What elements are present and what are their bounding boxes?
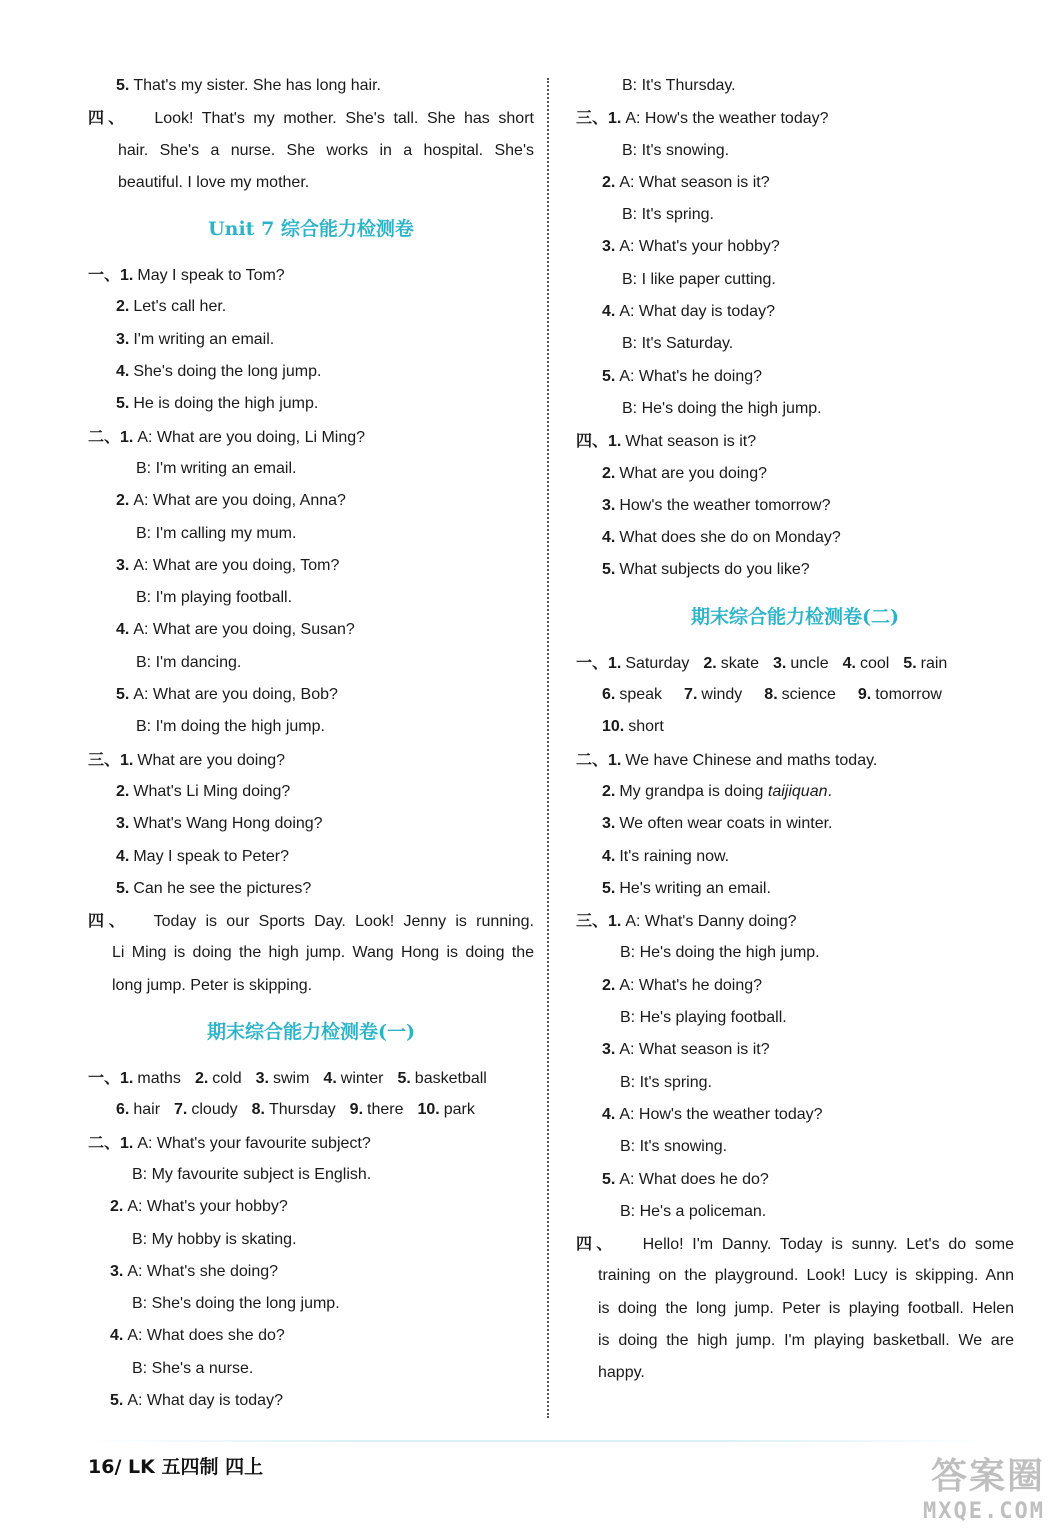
answer-line: 5. A: What day is today?: [110, 1391, 283, 1409]
answer-line: 5. He's writing an email.: [602, 879, 771, 897]
answer-line: 3. What's Wang Hong doing?: [116, 815, 323, 833]
section-title: 期末综合能力检测卷(一): [207, 1021, 415, 1044]
answer-line: 二、1. A: What's your favourite subject?: [88, 1132, 371, 1152]
answer-line: 4. It's raining now.: [602, 847, 730, 865]
watermark-url: MXQE.COM: [923, 1499, 1045, 1524]
column-divider: [547, 78, 549, 1418]
answer-line: 2. A: What's he doing?: [602, 976, 763, 994]
paragraph-line: hair. She's a nurse. She works in a hospital. She's: [118, 141, 534, 159]
answer-line: 4. What does she do on Monday?: [602, 529, 841, 547]
answer-line: 一、1. maths 2. cold 3. swim 4. winter 5. basketball: [88, 1068, 487, 1088]
paragraph-line: 四、 Look! That's my mother. She's tall. She has short: [88, 108, 534, 128]
footer-edition: 五四制: [161, 1456, 219, 1478]
answer-line: B: It's snowing.: [622, 141, 730, 159]
paragraph-line: is doing the high jump. I'm playing basketball. We are: [598, 1331, 1014, 1349]
answer-line: B: I'm dancing.: [136, 653, 242, 671]
answer-line: 5. What subjects do you like?: [602, 561, 810, 579]
answer-line: 4. A: What does she do?: [110, 1327, 285, 1345]
answer-line: 2. What's Li Ming doing?: [116, 782, 291, 800]
answer-line: 4. May I speak to Peter?: [116, 847, 289, 865]
answer-line: 5. A: What are you doing, Bob?: [116, 686, 338, 704]
answer-line: B: I like paper cutting.: [622, 270, 776, 288]
answer-line: B: It's spring.: [622, 206, 714, 224]
answer-line: 三、1. What are you doing?: [88, 749, 286, 769]
answer-line: B: She's a nurse.: [132, 1359, 254, 1377]
section-title: 期末综合能力检测卷(二): [691, 605, 899, 628]
answer-line: 2. A: What's your hobby?: [110, 1198, 288, 1216]
answer-line: 3. I'm writing an email.: [116, 330, 275, 348]
answer-line: 4. She's doing the long jump.: [116, 363, 322, 381]
answer-line: 2. My grandpa is doing taijiquan.: [602, 782, 832, 800]
answer-line: B: I'm calling my mum.: [136, 524, 297, 542]
page-footer: [88, 1452, 263, 1479]
answer-line: 4. A: How's the weather today?: [602, 1105, 823, 1123]
answer-line: 二、1. We have Chinese and maths today.: [576, 749, 878, 769]
paragraph-line: 四、 Hello! I'm Danny. Today is sunny. Let's do some: [576, 1234, 1014, 1254]
watermark-logo: [855, 1446, 1045, 1526]
answer-line: B: It's spring.: [620, 1073, 712, 1091]
left-column: [88, 70, 534, 1417]
answer-line: 5. That's my sister. She has long hair.: [116, 77, 381, 94]
answer-line: 10. short: [602, 718, 664, 736]
answer-line: 三、1. A: What's Danny doing?: [576, 911, 797, 931]
answer-line: 3. A: What's your hobby?: [602, 238, 780, 256]
paragraph-line: long jump. Peter is skipping.: [112, 976, 313, 994]
section-title: Unit 7 综合能力检测卷: [208, 218, 414, 241]
answer-line: 一、1. May I speak to Tom?: [88, 265, 285, 285]
answer-line: B: He's doing the high jump.: [622, 399, 822, 417]
answer-line: 3. A: What season is it?: [602, 1041, 770, 1059]
answer-line: 3. How's the weather tomorrow?: [602, 496, 831, 514]
answer-line: 2. Let's call her.: [116, 298, 227, 316]
answer-line: 4. A: What are you doing, Susan?: [116, 621, 355, 639]
answer-line: 3. We often wear coats in winter.: [602, 815, 833, 833]
answer-line: 6. speak 7. windy 8. science 9. tomorrow: [602, 686, 942, 704]
answer-line: B: My favourite subject is English.: [132, 1165, 372, 1183]
answer-line: 6. hair 7. cloudy 8. Thursday 9. there 10. park: [116, 1101, 475, 1119]
answer-line: B: He's doing the high jump.: [620, 944, 820, 962]
answer-line: 四、1. What season is it?: [576, 431, 757, 451]
paragraph-line: beautiful. I love my mother.: [118, 173, 310, 191]
answer-line: B: I'm playing football.: [136, 589, 293, 607]
paragraph-line: training on the playground. Look! Lucy is skipping. Ann: [598, 1267, 1014, 1285]
answer-line: 三、1. A: How's the weather today?: [576, 108, 829, 128]
answer-line: B: It's Thursday.: [622, 77, 736, 94]
answer-line: B: He's a policeman.: [620, 1202, 767, 1220]
answer-line: 5. Can he see the pictures?: [116, 879, 312, 897]
answer-line: B: I'm writing an email.: [136, 459, 297, 477]
answer-line: B: It's snowing.: [620, 1138, 728, 1156]
paragraph-line: happy.: [598, 1364, 645, 1382]
answer-line: B: He's playing football.: [620, 1009, 787, 1027]
answer-line: B: I'm doing the high jump.: [136, 718, 325, 736]
watermark-text: 答案圈: [930, 1456, 1045, 1497]
paragraph-line: Li Ming is doing the high jump. Wang Hong is doing the: [112, 944, 534, 962]
answer-line: 3. A: What are you doing, Tom?: [116, 556, 340, 574]
answer-line: 4. A: What day is today?: [602, 303, 775, 321]
answer-line: 3. A: What's she doing?: [110, 1262, 279, 1280]
answer-line: 2. What are you doing?: [602, 464, 767, 482]
footer-slash: /: [114, 1456, 122, 1478]
answer-line: B: My hobby is skating.: [132, 1230, 297, 1248]
page-number: 16: [88, 1456, 115, 1478]
answer-line: 二、1. A: What are you doing, Li Ming?: [88, 426, 366, 446]
right-column: [576, 70, 1014, 1390]
answer-line: 一、1. Saturday 2. skate 3. uncle 4. cool 5. rain: [576, 652, 948, 672]
footer-grade: 四上: [225, 1456, 264, 1478]
answer-line: B: It's Saturday.: [622, 335, 734, 353]
answer-line: 5. He is doing the high jump.: [116, 395, 319, 413]
answer-line: 5. A: What's he doing?: [602, 367, 763, 385]
paragraph-line: 四、 Today is our Sports Day. Look! Jenny is running.: [88, 911, 534, 931]
paragraph-line: is doing the long jump. Peter is playing football. Helen: [598, 1299, 1014, 1317]
answer-line: 2. A: What season is it?: [602, 173, 770, 191]
footer-code: LK: [128, 1456, 155, 1478]
answer-line: 5. A: What does he do?: [602, 1170, 769, 1188]
answer-line: 2. A: What are you doing, Anna?: [116, 492, 346, 510]
footer-rule: [88, 1440, 988, 1442]
answer-line: B: She's doing the long jump.: [132, 1295, 340, 1313]
